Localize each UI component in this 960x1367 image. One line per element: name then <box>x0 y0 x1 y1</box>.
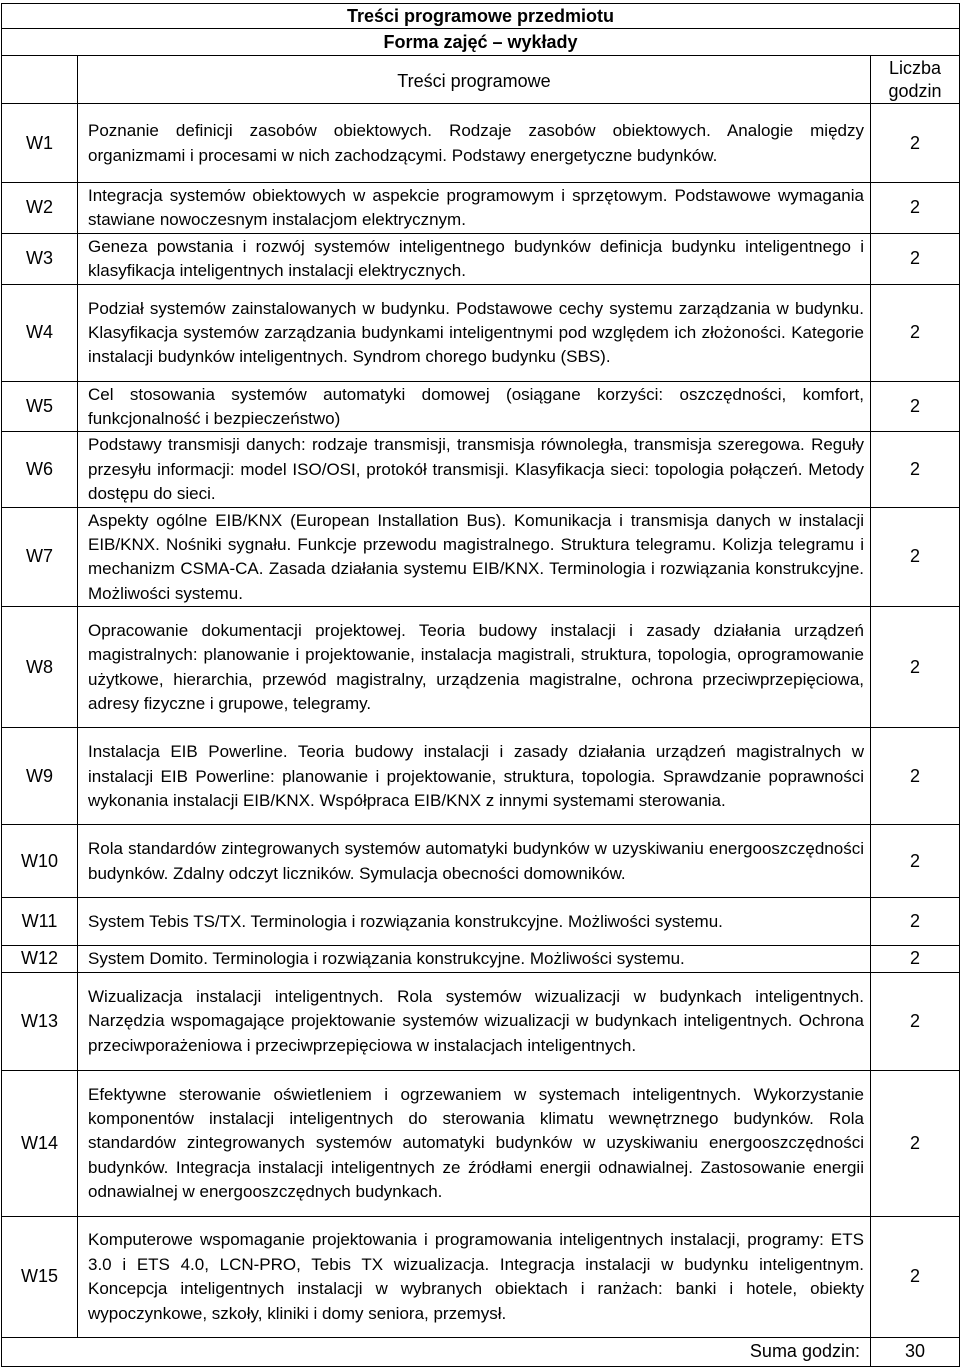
table-row <box>2 607 960 728</box>
row-hours: 2 <box>871 104 960 183</box>
row-code: W4 <box>2 284 78 381</box>
code-header-cell <box>2 56 78 104</box>
row-hours: 2 <box>871 825 960 898</box>
row-hours: 2 <box>871 972 960 1070</box>
row-code: W12 <box>2 946 78 972</box>
topics-list <box>2 104 960 1338</box>
row-code: W11 <box>2 898 78 946</box>
table-row <box>2 1070 960 1216</box>
table-row <box>2 183 960 234</box>
row-hours: 2 <box>871 233 960 284</box>
table-row <box>2 432 960 507</box>
row-code: W5 <box>2 381 78 432</box>
table-row <box>2 898 960 946</box>
table-row <box>2 946 960 972</box>
row-hours: 2 <box>871 1216 960 1337</box>
row-topic: Integracja systemów obiektowych w aspekcie programowym i sprzętowym. Podstawowe wymagania stawiane nowoczesnym instalacjom elektrycznym. <box>78 183 871 234</box>
row-topic: Aspekty ogólne EIB/KNX (European Installation Bus). Komunikacja i transmisja danych w instalacji EIB/KNX. Nośniki sygnału. Funkcje przewodu magistralnego. Struktura telegramu. Kolizja telegramu i mechanizm CSMA-CA. Zasada działania systemu EIB/KNX. Terminologia i rozwiązania konstrukcyjne. Możliwości systemu. <box>78 507 871 607</box>
row-topic: Geneza powstania i rozwój systemów inteligentnego budynków definicja budynku inteligentnego i klasyfikacja inteligentnych instalacji elektrycznych. <box>78 233 871 284</box>
row-hours: 2 <box>871 183 960 234</box>
row-code: W14 <box>2 1070 78 1216</box>
row-hours: 2 <box>871 946 960 972</box>
row-code: W8 <box>2 607 78 728</box>
row-topic: Efektywne sterowanie oświetleniem i ogrzewaniem w systemach inteligentnych. Wykorzystanie komponentów instalacji inteligentnych do sterowania klimatu wewnętrznego budynków. Rola standardów zintegrowanych systemów automatyki budynków w uzyskiwaniu energooszczędności budynków. Integracja instalacji inteligentnych ze źródłami energii odnawialnej. Zastosowanie energii odnawialnej w energooszczędnych budynkach. <box>78 1070 871 1216</box>
row-topic: Poznanie definicji zasobów obiektowych. Rodzaje zasobów obiektowych. Analogie między organizmami i procesami w nich zachodzącymi. Podstawy energetyczne budynków. <box>78 104 871 183</box>
table-row <box>2 381 960 432</box>
row-topic: System Domito. Terminologia i rozwiązania konstrukcyjne. Możliwości systemu. <box>78 946 871 972</box>
sum-label: Suma godzin: <box>2 1337 871 1366</box>
row-hours: 2 <box>871 381 960 432</box>
topics-column-header: Treści programowe <box>78 56 871 104</box>
row-topic: Wizualizacja instalacji inteligentnych. Rola systemów wizualizacji w budynkach inteligentnych. Narzędzia wspomagające projektowanie systemów wizualizacji w budynkach inteligentnych. Ochrona przeciwporażeniowa i przeciwprzepięciowa w instalacjach inteligentnych. <box>78 972 871 1070</box>
row-topic: Rola standardów zintegrowanych systemów automatyki budynków w uzyskiwaniu energooszczędności budynków. Zdalny odczyt liczników. Symulacja obecności domowników. <box>78 825 871 898</box>
row-code: W6 <box>2 432 78 507</box>
row-hours: 2 <box>871 728 960 825</box>
table-row <box>2 728 960 825</box>
row-topic: Instalacja EIB Powerline. Teoria budowy instalacji i zasady działania urządzeń magistralnych w instalacji EIB Powerline: planowanie i projektowanie, struktura, topologia. Sprawdzanie poprawności wykonania instalacji EIB/KNX. Współpraca EIB/KNX z innymi systemami sterowania. <box>78 728 871 825</box>
table-row <box>2 825 960 898</box>
form-of-classes: Forma zajęć – wykłady <box>2 29 960 56</box>
row-hours: 2 <box>871 432 960 507</box>
table-row <box>2 233 960 284</box>
sum-value: 30 <box>871 1337 960 1366</box>
row-hours: 2 <box>871 284 960 381</box>
row-code: W1 <box>2 104 78 183</box>
row-topic: Podstawy transmisji danych: rodzaje transmisji, transmisja równoległa, transmisja szeregowa. Reguły przesyłu informacji: model ISO/OSI, protokół transmisji. Klasyfikacja sieci: topologia połączeń. Metody dostępu do sieci. <box>78 432 871 507</box>
row-topic: Opracowanie dokumentacji projektowej. Teoria budowy instalacji i zasady działania urządzeń magistralnych: planowanie i projektowanie, instalacja magistrali, struktura, topologia, oprogramowanie użytkowe, hierarchia, przewód magistralny, urządzenia magistralne, ochrona przeciwprzepięciowa, adresy fizyczne i grupowe, telegramy. <box>78 607 871 728</box>
row-code: W2 <box>2 183 78 234</box>
table-row <box>2 284 960 381</box>
row-code: W13 <box>2 972 78 1070</box>
row-code: W3 <box>2 233 78 284</box>
table-row <box>2 507 960 607</box>
row-hours: 2 <box>871 607 960 728</box>
table-row <box>2 1216 960 1337</box>
row-code: W10 <box>2 825 78 898</box>
row-topic: Cel stosowania systemów automatyki domowej (osiągane korzyści: oszczędności, komfort, funkcjonalność i bezpieczeństwo) <box>78 381 871 432</box>
row-hours: 2 <box>871 507 960 607</box>
row-code: W7 <box>2 507 78 607</box>
table-title: Treści programowe przedmiotu <box>2 4 960 29</box>
row-hours: 2 <box>871 1070 960 1216</box>
table-row <box>2 972 960 1070</box>
row-code: W15 <box>2 1216 78 1337</box>
syllabus-table <box>1 3 960 1367</box>
row-topic: Komputerowe wspomaganie projektowania i programowania inteligentnych instalacji, programy: ETS 3.0 i ETS 4.0, LCN-PRO, Tebis TX wizualizacja. Integracja instalacji w budynku inteligentnym. Koncepcja inteligentnych instalacji w wybranych obiektach i ranżach: banki i hotele, obiekty wypoczynkowe, szkoły, kliniki i domy seniora, przemysł. <box>78 1216 871 1337</box>
row-topic: Podział systemów zainstalowanych w budynku. Podstawowe cechy systemu zarządzania w budynku. Klasyfikacja systemów zarządzania budynkami inteligentnymi pod względem ich złożoności. Kategorie instalacji budynków inteligentnych. Syndrom chorego budynku (SBS). <box>78 284 871 381</box>
table-row <box>2 104 960 183</box>
row-hours: 2 <box>871 898 960 946</box>
row-code: W9 <box>2 728 78 825</box>
row-topic: System Tebis TS/TX. Terminologia i rozwiązania konstrukcyjne. Możliwości systemu. <box>78 898 871 946</box>
hours-column-header: Liczba godzin <box>871 56 960 104</box>
